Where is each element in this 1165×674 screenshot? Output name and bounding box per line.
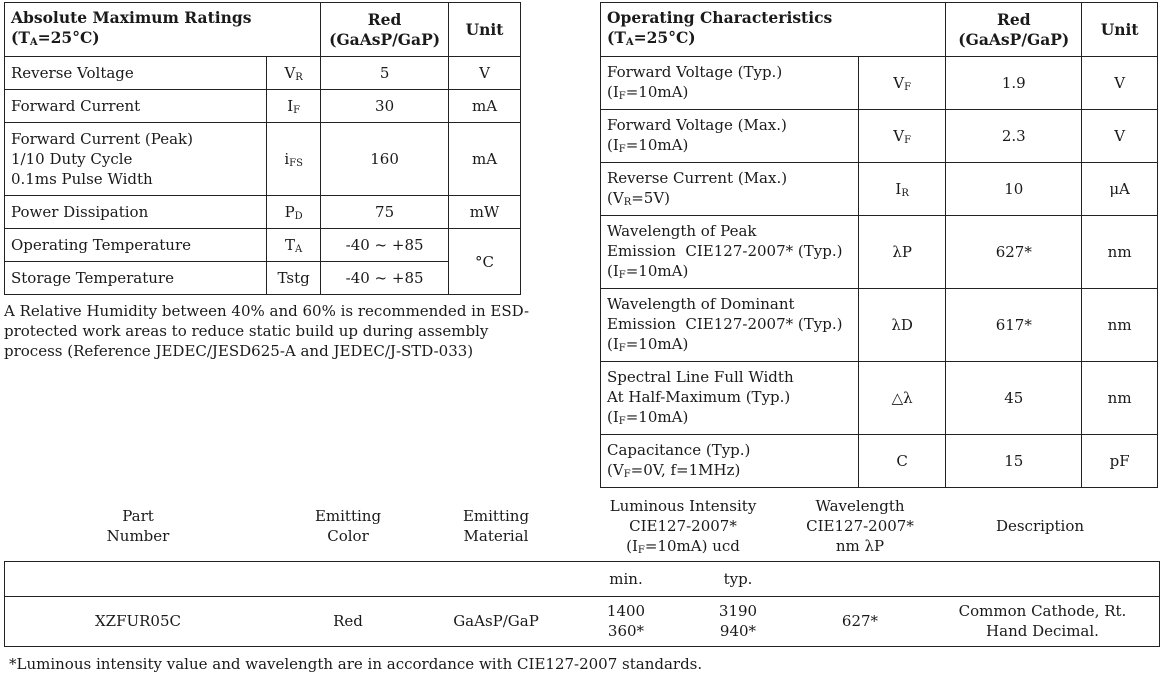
oc-symbol: $I_R$: [858, 163, 945, 216]
amr-row: [5, 262, 521, 295]
amr-symbol: $i_{FS}$: [267, 123, 321, 196]
header-wavelength: Wavelength CIE127-2007* nm λP: [806, 497, 914, 555]
amr-title-line1: Absolute Maximum Ratings: [11, 8, 252, 27]
oc-symbol: λD: [858, 289, 945, 362]
oc-value: 15: [946, 435, 1082, 488]
amr-param: Operating Temperature: [5, 229, 267, 262]
amr-param: Forward Current: [5, 90, 267, 123]
part-color: Red: [333, 612, 363, 630]
oc-col-red: Red (GaAsP/GaP): [946, 3, 1082, 57]
oc-row: [601, 362, 1158, 435]
amr-col-unit: Unit: [449, 3, 521, 57]
oc-row: [601, 216, 1158, 289]
subheader-typ: typ.: [723, 570, 753, 588]
oc-symbol: C: [858, 435, 945, 488]
amr-param: Reverse Voltage: [5, 57, 267, 90]
part-number: XZFUR05C: [94, 612, 181, 630]
amr-symbol: Tstg: [267, 262, 321, 295]
amr-unit: mW: [449, 196, 521, 229]
amr-value: 75: [321, 196, 449, 229]
header-part-number: Part Number: [106, 507, 170, 545]
oc-unit: μA: [1082, 163, 1158, 216]
amr-row: [5, 57, 521, 90]
amr-col-red: Red (GaAsP/GaP): [321, 3, 449, 57]
oc-col-unit: Unit: [1082, 3, 1158, 57]
amr-title: [5, 3, 321, 57]
oc-unit: V: [1082, 110, 1158, 163]
part-typ-intensity: 3190 940*: [718, 602, 758, 640]
oc-value: 617*: [946, 289, 1082, 362]
part-min-intensity: 1400 360*: [606, 602, 646, 640]
part-material: GaAsP/GaP: [453, 612, 539, 630]
oc-row: [601, 289, 1158, 362]
part-description: Common Cathode, Rt. Hand Decimal.: [958, 602, 1127, 640]
absolute-max-ratings-table: [4, 2, 521, 295]
oc-param: Capacitance (Typ.) ($V_F=0V$, f=1MHz): [601, 435, 859, 488]
amr-param: Storage Temperature: [5, 262, 267, 295]
oc-value: 1.9: [946, 57, 1082, 110]
part-wavelength: 627*: [841, 612, 879, 630]
amr-unit-temperature: °C: [449, 229, 521, 295]
amr-unit: mA: [449, 90, 521, 123]
oc-param: Wavelength of Peak Emission CIE127-2007* (Typ.) $(I_F=10mA)$: [601, 216, 859, 289]
amr-title-line2: $(T_A=25^\circ C)$: [11, 28, 100, 48]
oc-row: [601, 435, 1158, 488]
oc-value: 45: [946, 362, 1082, 435]
amr-symbol: $T_A$: [267, 229, 321, 262]
oc-value: 627*: [946, 216, 1082, 289]
oc-row: [601, 57, 1158, 110]
oc-row: [601, 110, 1158, 163]
oc-row: [601, 163, 1158, 216]
amr-value: -40 ~ +85: [321, 229, 449, 262]
subheader-min: min.: [609, 570, 643, 588]
amr-symbol: $I_F$: [267, 90, 321, 123]
amr-value: 30: [321, 90, 449, 123]
amr-unit: mA: [449, 123, 521, 196]
oc-unit: nm: [1082, 289, 1158, 362]
header-emitting-material: Emitting Material: [462, 507, 530, 545]
amr-unit: V: [449, 57, 521, 90]
oc-title-line1: Operating Characteristics: [607, 8, 833, 27]
humidity-note: A Relative Humidity between 40% and 60% is recommended in ESD-protected work areas to reduce static build up during assembly process (Reference JEDEC/JESD625-A and JEDEC/J-STD-033): [4, 302, 530, 360]
footnote: *Luminous intensity value and wavelength are in accordance with CIE127-2007 standards.: [9, 655, 703, 673]
oc-param: Forward Voltage (Typ.) $(I_F=10mA)$: [601, 57, 859, 110]
amr-value: 160: [321, 123, 449, 196]
amr-param: Forward Current (Peak) 1/10 Duty Cycle 0.1ms Pulse Width: [5, 123, 267, 196]
header-description: Description: [995, 517, 1085, 535]
oc-unit: V: [1082, 57, 1158, 110]
header-luminous-intensity: Luminous Intensity CIE127-2007* $(I_F=10mA)$ ucd: [609, 497, 757, 556]
amr-row: [5, 229, 521, 262]
operating-characteristics-table: [600, 2, 1158, 488]
oc-value: 10: [946, 163, 1082, 216]
amr-param: Power Dissipation: [5, 196, 267, 229]
oc-param: Reverse Current (Max.) $(V_R=5V)$: [601, 163, 859, 216]
oc-param: Wavelength of Dominant Emission CIE127-2007* (Typ.) $(I_F=10mA)$: [601, 289, 859, 362]
amr-value: 5: [321, 57, 449, 90]
oc-title-line2: $(T_A=25^\circ C)$: [607, 28, 696, 48]
oc-unit: pF: [1082, 435, 1158, 488]
amr-row: [5, 196, 521, 229]
oc-title: [601, 3, 946, 57]
oc-unit: nm: [1082, 216, 1158, 289]
amr-symbol: $P_D$: [267, 196, 321, 229]
parts-table-divider: [4, 596, 1160, 597]
header-emitting-color: Emitting Color: [314, 507, 382, 545]
oc-header-row: [601, 3, 1158, 57]
oc-param: Forward Voltage (Max.) $(I_F=10mA)$: [601, 110, 859, 163]
amr-value: -40 ~ +85: [321, 262, 449, 295]
oc-symbol: $V_F$: [858, 110, 945, 163]
oc-unit: nm: [1082, 362, 1158, 435]
oc-symbol: △λ: [858, 362, 945, 435]
oc-symbol: λP: [858, 216, 945, 289]
amr-symbol: $V_R$: [267, 57, 321, 90]
amr-header-row: [5, 3, 521, 57]
oc-param: Spectral Line Full Width At Half-Maximum (Typ.) $(I_F=10mA)$: [601, 362, 859, 435]
amr-row: [5, 90, 521, 123]
amr-row: [5, 123, 521, 196]
oc-value: 2.3: [946, 110, 1082, 163]
oc-symbol: $V_F$: [858, 57, 945, 110]
